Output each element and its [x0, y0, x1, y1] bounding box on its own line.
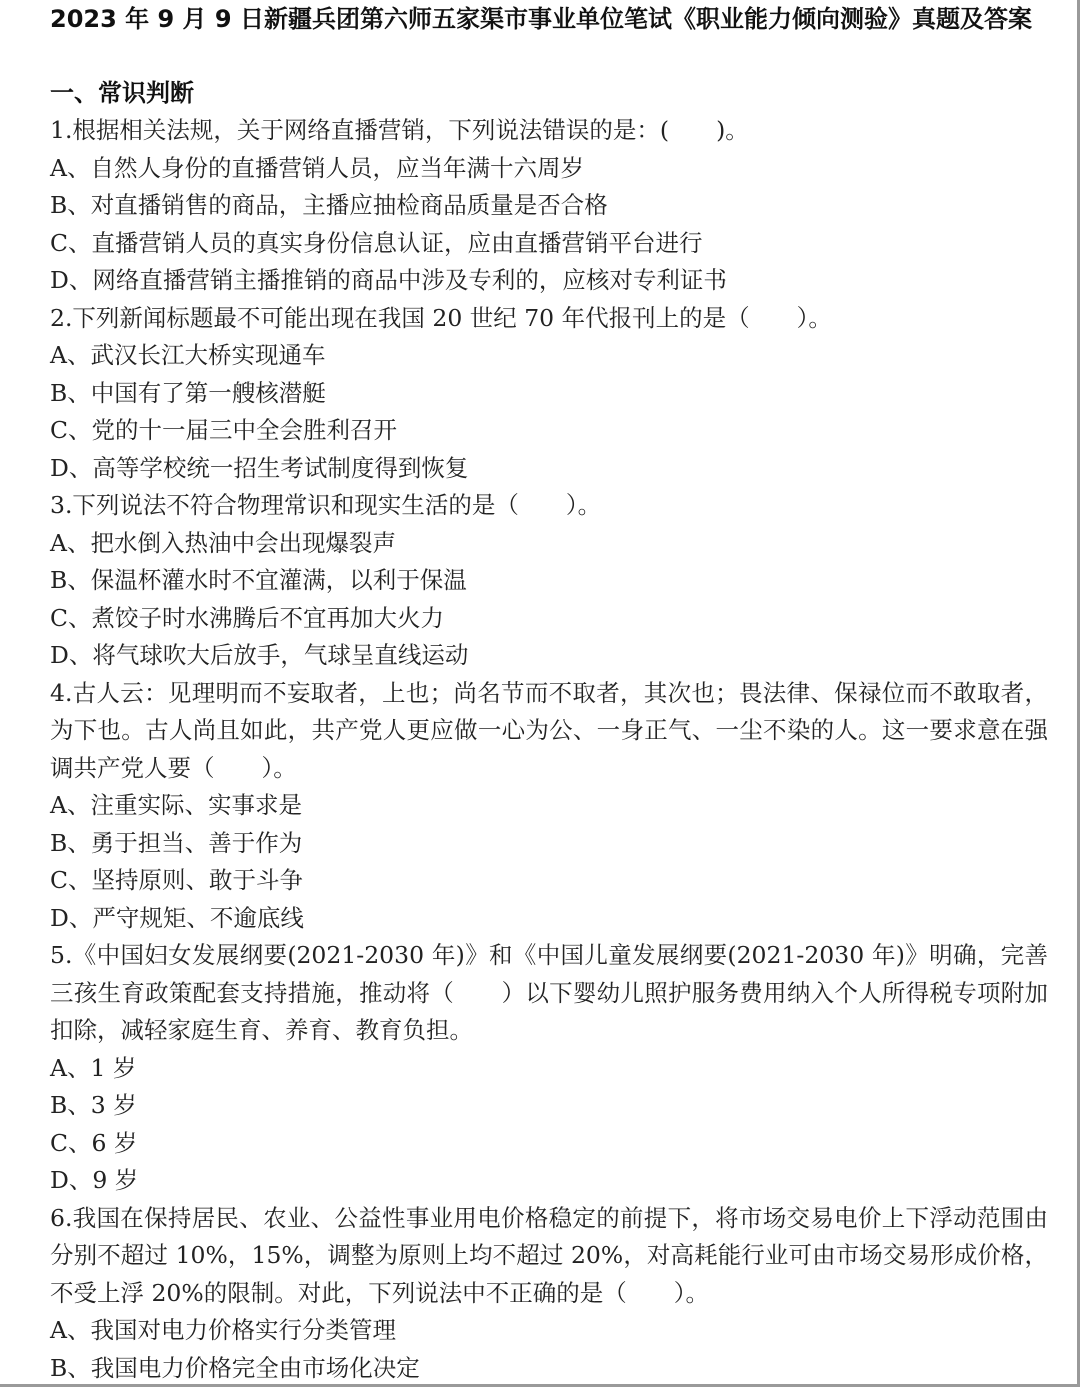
- question-stem: 5.《中国妇女发展纲要(2021-2030 年)》和《中国儿童发展纲要(2021-2030 年)》明确，完善三孩生育政策配套支持措施，推动将（ ）以下婴幼儿照护服务费用纳入个人所得税专项附加扣除，减轻家庭生育、养育、教育负担。: [50, 941, 1048, 1044]
- option-c: C、直播营销人员的真实身份信息认证，应由直播营销平台进行: [50, 228, 703, 257]
- option-b: B、3 岁: [50, 1091, 137, 1119]
- option-c: C、党的十一届三中全会胜利召开: [50, 416, 397, 444]
- option-d: D、9 岁: [50, 1166, 139, 1194]
- question-list: [50, 112, 1048, 1387]
- question-1: [50, 112, 1045, 300]
- question-4: [50, 675, 1048, 938]
- option-b: B、我国电力价格完全由市场化决定: [50, 1353, 420, 1382]
- section-heading: 一、常识判断: [50, 79, 194, 107]
- option-b: B、对直播销售的商品，主播应抽检商品质量是否合格: [50, 191, 608, 219]
- question-stem: 4.古人云：见理明而不妄取者，上也；尚名节而不取者，其次也；畏法律、保禄位而不敢取者，为下也。古人尚且如此，共产党人更应做一心为公、一身正气、一尘不染的人。这一要求意在强调共产党人要（ ）。: [50, 678, 1048, 782]
- option-a: A、1 岁: [50, 1053, 137, 1082]
- option-a: A、注重实际、实事求是: [50, 791, 302, 819]
- question-6: [50, 1200, 1048, 1387]
- question-stem: 1.根据相关法规，关于网络直播营销，下列说法错误的是：( )。: [50, 116, 749, 144]
- option-a: A、武汉长江大桥实现通车: [50, 341, 326, 369]
- option-d: D、严守规矩、不逾底线: [50, 903, 304, 932]
- option-a: A、我国对电力价格实行分类管理: [50, 1316, 396, 1344]
- document-title: 2023 年 9 月 9 日新疆兵团第六师五家渠市事业单位笔试《职业能力倾向测验》真题及答案: [50, 5, 1032, 33]
- question-5: [50, 937, 1048, 1200]
- option-d: D、网络直播营销主播推销的商品中涉及专利的，应核对专利证书: [50, 266, 727, 294]
- question-stem: 2.下列新闻标题最不可能出现在我国 20 世纪 70 年代报刊上的是（ ）。: [50, 303, 832, 332]
- option-c: C、煮饺子时水沸腾后不宜再加大火力: [50, 603, 444, 632]
- question-stem: 6.我国在保持居民、农业、公益性事业用电价格稳定的前提下，将市场交易电价上下浮动范围由分别不超过 10%，15%，调整为原则上均不超过 20%，对高耗能行业可由市场交易形成价格，不受上浮 20%的限制。对此，下列说法中不正确的是（ ）。: [50, 1203, 1048, 1307]
- option-d: D、将气球吹大后放手，气球呈直线运动: [50, 641, 469, 669]
- option-a: A、把水倒入热油中会出现爆裂声: [50, 528, 396, 557]
- question-3: [50, 487, 1045, 675]
- option-d: D、高等学校统一招生考试制度得到恢复: [50, 453, 469, 482]
- option-b: B、中国有了第一艘核潜艇: [50, 378, 326, 407]
- option-c: C、坚持原则、敢于斗争: [50, 866, 303, 894]
- question-2: [50, 300, 1045, 488]
- option-c: C、6 岁: [50, 1128, 138, 1157]
- option-b: B、保温杯灌水时不宜灌满，以利于保温: [50, 566, 467, 594]
- question-stem: 3.下列说法不符合物理常识和现实生活的是（ ）。: [50, 491, 602, 519]
- option-a: A、自然人身份的直播营销人员，应当年满十六周岁: [50, 153, 584, 182]
- option-b: B、勇于担当、善于作为: [50, 828, 303, 857]
